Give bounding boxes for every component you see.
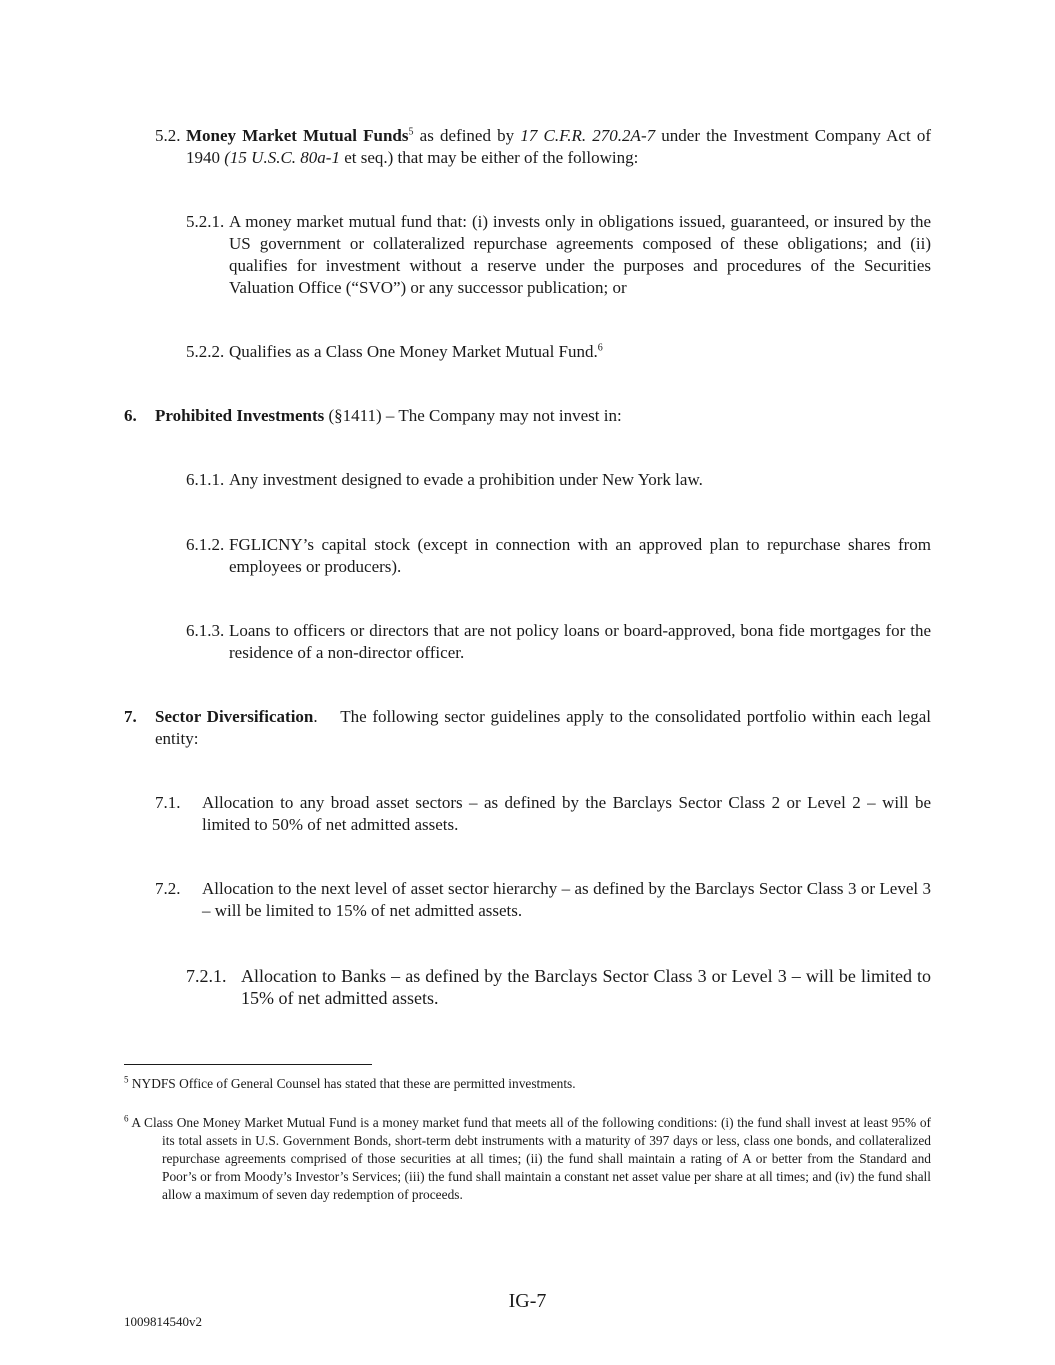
section-number: 7. xyxy=(124,707,137,726)
footnote-ref: 6 xyxy=(597,342,603,354)
section-text: Qualifies as a Class One Money Market Mutual Fund.$^6$ xyxy=(229,342,603,361)
section-text: Allocation to any broad asset sectors – as defined by the Barclays Sector Class 2 or Level 2 – will be limited to 50% of net admitted assets. xyxy=(202,793,931,834)
section-text: Sector Diversification. The following sector guidelines apply to the consolidated portfolio within each legal entity: xyxy=(155,707,936,748)
section-number: 7.1. xyxy=(155,793,181,812)
section-7 xyxy=(124,706,936,750)
footnote-mark: 6 xyxy=(124,1113,129,1124)
section-text: Any investment designed to evade a prohibition under New York law. xyxy=(229,470,703,489)
section-number: 6. xyxy=(124,406,137,425)
section-heading: Prohibited Investments xyxy=(155,406,325,425)
footnote-6: $^6$ A Class One Money Market Mutual Fund is a money market fund that meets all of the following conditions: (i) the fund shall invest at least 95% of its total assets in U.S. Government Bonds, short-term debt instruments with a maturity of 397 days or less, class one bonds, and collateralized repurchase agreements comprised of those securities at all times; (ii) the fund shall maintain a rating of A or better from the Standard and Poor’s or from Moody’s Investor’s Services; (iii) the fund shall maintain a constant net asset value per share at all times; and (iv) the fund shall allow a maximum of seven day redemption of proceeds. xyxy=(124,1113,931,1202)
section-number: 6.1.3. xyxy=(186,621,225,640)
section-7-2-1 xyxy=(186,965,931,1009)
section-text: Money Market Mutual Funds$^5$ as defined by 17 C.F.R. 270.2A-7 under the Investment Company Act of 1940 (15 U.S.C. 80a-1 et seq.) that may be either of the following: xyxy=(186,126,931,167)
section-number: 7.2. xyxy=(155,879,181,898)
citation: 17 C.F.R. 270.2A-7 xyxy=(520,126,656,145)
section-text: A money market mutual fund that: (i) invests only in obligations issued, guaranteed, or insured by the US government or collateralized repurchase agreements composed of these obligations; and (ii) qualifies for investment without a reserve under the purposes and procedures of the Securities Valuation Office (“SVO”) or any successor publication; or xyxy=(229,212,931,297)
section-number: 5.2.1. xyxy=(186,212,225,231)
section-6 xyxy=(124,405,931,427)
section-5-2-2 xyxy=(186,341,931,363)
section-number: 5.2.2. xyxy=(186,342,225,361)
footnote-mark: 5 xyxy=(124,1074,129,1085)
section-number: 5.2. xyxy=(155,126,181,145)
section-text: Prohibited Investments (§1411) – The Company may not invest in: xyxy=(155,406,622,425)
section-6-1-2 xyxy=(186,534,931,578)
section-number: 6.1.1. xyxy=(186,470,225,489)
section-heading: Sector Diversification xyxy=(155,707,314,726)
footnote-5: $^5$ NYDFS Office of General Counsel has stated that these are permitted investments. xyxy=(124,1074,576,1091)
section-5-2 xyxy=(155,125,931,169)
section-text: FGLICNY’s capital stock (except in connection with an approved plan to repurchase shares from employees or producers). xyxy=(229,535,931,576)
citation: (15 U.S.C. 80a-1 xyxy=(224,148,340,167)
section-text: Allocation to the next level of asset sector hierarchy – as defined by the Barclays Sector Class 3 or Level 3 – will be limited to 15% of net admitted assets. xyxy=(202,879,931,920)
section-number: 7.2.1. xyxy=(186,966,227,986)
footnote-ref: 5 xyxy=(408,126,414,138)
section-7-2 xyxy=(155,878,931,922)
section-heading: Money Market Mutual Funds xyxy=(186,126,409,145)
section-number: 6.1.2. xyxy=(186,535,225,554)
section-6-1-3 xyxy=(186,620,931,664)
document-id: 1009814540v2 xyxy=(124,1314,202,1329)
section-7-1 xyxy=(155,792,931,836)
page-number: IG-7 xyxy=(508,1290,547,1312)
section-text: Allocation to Banks – as defined by the Barclays Sector Class 3 or Level 3 – will be limited to 15% of net admitted assets. xyxy=(241,966,931,1008)
footnote-separator xyxy=(124,1064,372,1065)
section-5-2-1 xyxy=(186,211,931,299)
section-text: Loans to officers or directors that are not policy loans or board-approved, bona fide mortgages for the residence of a non-director officer. xyxy=(229,621,931,662)
section-6-1-1 xyxy=(186,469,931,491)
